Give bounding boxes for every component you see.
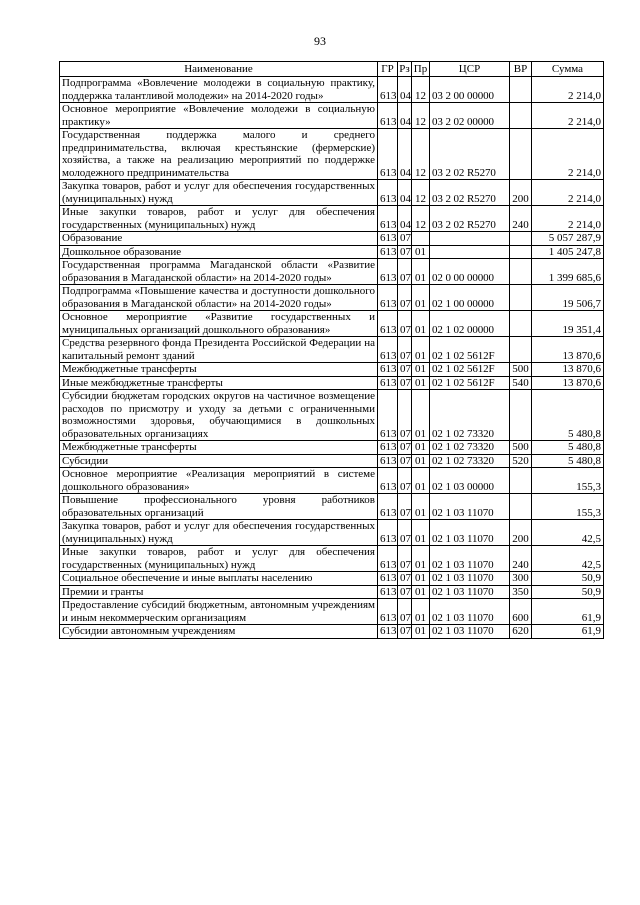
cell-gr: 613 (378, 311, 398, 337)
cell-sum: 50,9 (532, 572, 604, 586)
budget-table (59, 61, 604, 639)
cell-rz: 07 (398, 441, 412, 455)
cell-name: Средства резервного фонда Президента Российской Федерации на капитальный ремонт зданий (60, 337, 378, 363)
cell-csr: 02 1 03 11070 (430, 599, 510, 625)
cell-gr: 613 (378, 572, 398, 586)
cell-sum: 2 214,0 (532, 129, 604, 180)
table-row (60, 232, 604, 246)
cell-vr: 240 (510, 546, 532, 572)
cell-sum: 42,5 (532, 520, 604, 546)
cell-vr: 520 (510, 454, 532, 468)
cell-csr: 02 1 02 5612F (430, 376, 510, 390)
cell-sum: 19 506,7 (532, 285, 604, 311)
cell-vr (510, 390, 532, 441)
cell-csr: 02 1 03 11070 (430, 572, 510, 586)
cell-pr: 01 (412, 259, 430, 285)
cell-name: Предоставление субсидий бюджетным, автономным учреждениям и иным некоммерческим организациям (60, 599, 378, 625)
cell-sum: 61,9 (532, 625, 604, 639)
cell-sum: 5 480,8 (532, 441, 604, 455)
cell-sum: 155,3 (532, 468, 604, 494)
cell-csr: 03 2 02 R5270 (430, 129, 510, 180)
header-name: Наименование (60, 62, 378, 77)
cell-vr: 200 (510, 520, 532, 546)
cell-gr: 613 (378, 206, 398, 232)
table-row (60, 454, 604, 468)
cell-pr: 01 (412, 585, 430, 599)
table-row (60, 285, 604, 311)
cell-pr: 01 (412, 311, 430, 337)
cell-sum: 5 480,8 (532, 454, 604, 468)
table-header-row (60, 62, 604, 77)
table-row (60, 245, 604, 259)
cell-gr: 613 (378, 245, 398, 259)
cell-name: Межбюджетные трансферты (60, 363, 378, 377)
table-row (60, 468, 604, 494)
cell-vr: 500 (510, 441, 532, 455)
cell-pr: 01 (412, 454, 430, 468)
cell-csr: 02 0 00 00000 (430, 259, 510, 285)
cell-pr: 01 (412, 390, 430, 441)
cell-sum: 19 351,4 (532, 311, 604, 337)
table-row (60, 520, 604, 546)
cell-name: Субсидии автономным учреждениям (60, 625, 378, 639)
cell-csr (430, 232, 510, 246)
cell-vr: 200 (510, 180, 532, 206)
cell-pr: 12 (412, 206, 430, 232)
cell-csr: 02 1 00 00000 (430, 285, 510, 311)
cell-rz: 07 (398, 311, 412, 337)
cell-vr (510, 285, 532, 311)
cell-name: Государственная программа Магаданской области «Развитие образования в Магаданской области» на 2014-2020 годы» (60, 259, 378, 285)
table-row (60, 311, 604, 337)
table-row (60, 206, 604, 232)
cell-sum: 2 214,0 (532, 77, 604, 103)
cell-vr: 350 (510, 585, 532, 599)
cell-csr: 02 1 02 73320 (430, 441, 510, 455)
cell-csr: 02 1 02 00000 (430, 311, 510, 337)
table-row (60, 585, 604, 599)
cell-pr: 01 (412, 520, 430, 546)
cell-rz: 04 (398, 77, 412, 103)
cell-csr (430, 245, 510, 259)
cell-sum: 42,5 (532, 546, 604, 572)
cell-vr: 620 (510, 625, 532, 639)
cell-name: Основное мероприятие «Развитие государственных и муниципальных организаций дошкольного образования» (60, 311, 378, 337)
table-row (60, 390, 604, 441)
cell-csr: 02 1 03 11070 (430, 625, 510, 639)
table-row (60, 599, 604, 625)
cell-vr (510, 337, 532, 363)
cell-gr: 613 (378, 129, 398, 180)
header-sum: Сумма (532, 62, 604, 77)
cell-pr: 01 (412, 494, 430, 520)
cell-gr: 613 (378, 232, 398, 246)
header-rz: Рз (399, 62, 410, 75)
cell-gr: 613 (378, 546, 398, 572)
table-row (60, 259, 604, 285)
cell-name: Повышение профессионального уровня работников образовательных организаций (60, 494, 378, 520)
cell-name: Государственная поддержка малого и среднего предпринимательства, включая крестьянские (фермерские) хозяйства, а также на реализацию мероприятий по поддержке молодежного предпринимательства (60, 129, 378, 180)
cell-vr: 540 (510, 376, 532, 390)
cell-sum: 61,9 (532, 599, 604, 625)
cell-vr (510, 77, 532, 103)
cell-rz: 07 (398, 390, 412, 441)
header-pr: Пр (412, 62, 430, 77)
cell-rz: 07 (398, 494, 412, 520)
cell-name: Иные закупки товаров, работ и услуг для обеспечения государственных (муниципальных) нужд (60, 206, 378, 232)
cell-pr: 01 (412, 625, 430, 639)
header-vr: ВР (510, 62, 532, 77)
cell-sum: 2 214,0 (532, 206, 604, 232)
cell-name: Премии и гранты (60, 585, 378, 599)
cell-rz: 07 (398, 232, 412, 246)
cell-sum: 155,3 (532, 494, 604, 520)
cell-pr: 01 (412, 572, 430, 586)
cell-sum: 1 405 247,8 (532, 245, 604, 259)
cell-pr: 01 (412, 363, 430, 377)
cell-gr: 613 (378, 625, 398, 639)
cell-name: Подпрограмма «Повышение качества и доступности дошкольного образования в Магаданской области» на 2014-2020 годы» (60, 285, 378, 311)
cell-vr (510, 129, 532, 180)
cell-sum: 50,9 (532, 585, 604, 599)
table-row (60, 363, 604, 377)
table-row (60, 180, 604, 206)
cell-name: Закупка товаров, работ и услуг для обеспечения государственных (муниципальных) нужд (60, 180, 378, 206)
cell-rz: 07 (398, 599, 412, 625)
cell-rz: 07 (398, 285, 412, 311)
cell-name: Субсидии (60, 454, 378, 468)
cell-pr: 01 (412, 599, 430, 625)
cell-csr: 03 2 02 00000 (430, 103, 510, 129)
cell-pr: 12 (412, 77, 430, 103)
cell-csr: 03 2 02 R5270 (430, 206, 510, 232)
table-row (60, 441, 604, 455)
cell-csr: 02 1 02 5612F (430, 363, 510, 377)
cell-rz: 07 (398, 625, 412, 639)
table-row (60, 546, 604, 572)
cell-rz: 07 (398, 259, 412, 285)
cell-gr: 613 (378, 468, 398, 494)
cell-vr (510, 245, 532, 259)
cell-csr: 02 1 03 11070 (430, 546, 510, 572)
cell-sum: 5 480,8 (532, 390, 604, 441)
cell-vr: 600 (510, 599, 532, 625)
cell-rz: 04 (398, 206, 412, 232)
cell-pr: 12 (412, 103, 430, 129)
cell-pr: 01 (412, 337, 430, 363)
cell-gr: 613 (378, 337, 398, 363)
cell-gr: 613 (378, 103, 398, 129)
table-row (60, 103, 604, 129)
cell-sum: 5 057 287,9 (532, 232, 604, 246)
cell-rz: 04 (398, 129, 412, 180)
table-row (60, 625, 604, 639)
cell-gr: 613 (378, 285, 398, 311)
header-csr: ЦСР (430, 62, 510, 77)
cell-name: Межбюджетные трансферты (60, 441, 378, 455)
table-row (60, 77, 604, 103)
cell-name: Подпрограмма «Вовлечение молодежи в социальную практику, поддержка талантливой молодежи» на 2014-2020 годы» (60, 77, 378, 103)
cell-gr: 613 (378, 390, 398, 441)
cell-name: Социальное обеспечение и иные выплаты населению (60, 572, 378, 586)
cell-name: Основное мероприятие «Реализация мероприятий в системе дошкольного образования» (60, 468, 378, 494)
cell-name: Иные закупки товаров, работ и услуг для обеспечения государственных (муниципальных) нужд (60, 546, 378, 572)
cell-vr (510, 232, 532, 246)
cell-gr: 613 (378, 259, 398, 285)
cell-sum: 2 214,0 (532, 103, 604, 129)
table-row (60, 494, 604, 520)
cell-sum: 2 214,0 (532, 180, 604, 206)
cell-csr: 02 1 02 5612F (430, 337, 510, 363)
cell-csr: 03 2 02 R5270 (430, 180, 510, 206)
cell-vr (510, 103, 532, 129)
cell-rz: 07 (398, 454, 412, 468)
cell-vr: 300 (510, 572, 532, 586)
cell-rz: 07 (398, 363, 412, 377)
table-row (60, 572, 604, 586)
cell-rz: 07 (398, 376, 412, 390)
cell-gr: 613 (378, 494, 398, 520)
cell-name: Образование (60, 232, 378, 246)
cell-rz: 04 (398, 103, 412, 129)
cell-csr: 02 1 02 73320 (430, 390, 510, 441)
cell-gr: 613 (378, 77, 398, 103)
cell-csr: 02 1 02 73320 (430, 454, 510, 468)
cell-sum: 1 399 685,6 (532, 259, 604, 285)
cell-rz: 07 (398, 245, 412, 259)
cell-csr: 02 1 03 00000 (430, 468, 510, 494)
cell-name: Дошкольное образование (60, 245, 378, 259)
cell-csr: 02 1 03 11070 (430, 494, 510, 520)
cell-gr: 613 (378, 585, 398, 599)
table-row (60, 129, 604, 180)
cell-sum: 13 870,6 (532, 337, 604, 363)
cell-name: Закупка товаров, работ и услуг для обеспечения государственных (муниципальных) нужд (60, 520, 378, 546)
cell-pr: 01 (412, 441, 430, 455)
cell-pr: 01 (412, 285, 430, 311)
cell-csr: 03 2 00 00000 (430, 77, 510, 103)
cell-vr: 500 (510, 363, 532, 377)
cell-vr (510, 468, 532, 494)
table-row (60, 376, 604, 390)
cell-pr: 01 (412, 245, 430, 259)
cell-csr: 02 1 03 11070 (430, 520, 510, 546)
cell-rz: 07 (398, 468, 412, 494)
cell-pr: 12 (412, 180, 430, 206)
cell-pr: 01 (412, 546, 430, 572)
cell-rz: 07 (398, 520, 412, 546)
cell-gr: 613 (378, 599, 398, 625)
cell-csr: 02 1 03 11070 (430, 585, 510, 599)
cell-pr: 01 (412, 376, 430, 390)
cell-rz: 07 (398, 585, 412, 599)
cell-rz: 07 (398, 337, 412, 363)
cell-pr: 12 (412, 129, 430, 180)
cell-name: Иные межбюджетные трансферты (60, 376, 378, 390)
cell-gr: 613 (378, 180, 398, 206)
cell-sum: 13 870,6 (532, 363, 604, 377)
cell-vr: 240 (510, 206, 532, 232)
cell-gr: 613 (378, 441, 398, 455)
cell-name: Субсидии бюджетам городских округов на частичное возмещение расходов по присмотру и уходу за детьми с ограниченными возможностями здоровья, обучающимися в дошкольных образовательных организациях (60, 390, 378, 441)
cell-name: Основное мероприятие «Вовлечение молодежи в социальную практику» (60, 103, 378, 129)
cell-gr: 613 (378, 454, 398, 468)
cell-pr (412, 232, 430, 246)
cell-rz: 07 (398, 572, 412, 586)
cell-rz: 07 (398, 546, 412, 572)
cell-gr: 613 (378, 520, 398, 546)
header-gr: ГР (378, 62, 398, 77)
table-row (60, 337, 604, 363)
cell-gr: 613 (378, 363, 398, 377)
cell-gr: 613 (378, 376, 398, 390)
cell-vr (510, 259, 532, 285)
page-number: 93 (314, 34, 326, 48)
cell-vr (510, 311, 532, 337)
cell-sum: 13 870,6 (532, 376, 604, 390)
cell-rz: 04 (398, 180, 412, 206)
cell-vr (510, 494, 532, 520)
cell-pr: 01 (412, 468, 430, 494)
